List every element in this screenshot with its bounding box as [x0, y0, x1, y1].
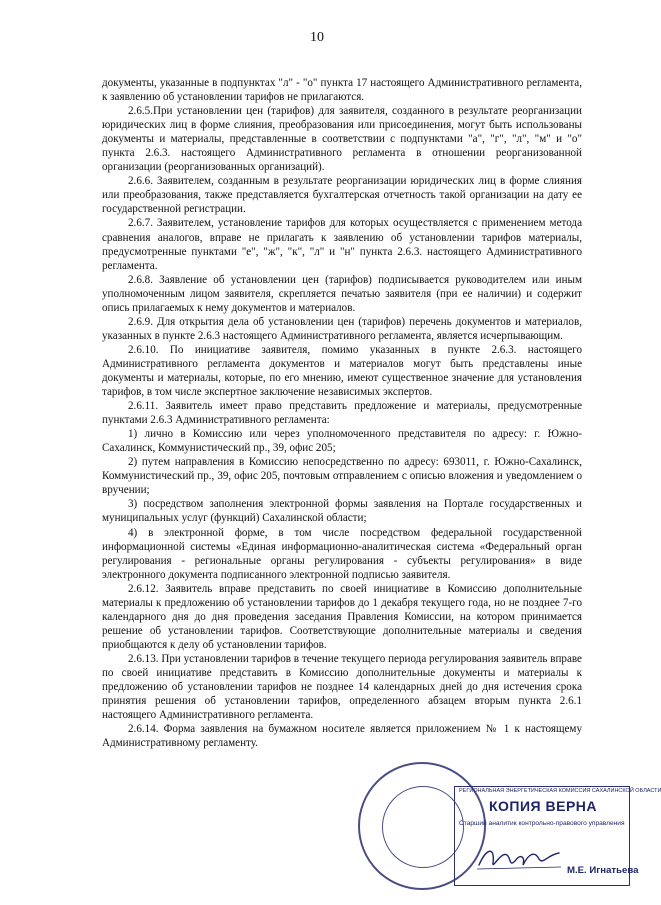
- list-item-3: 3) посредством заполнения электронной формы заявления на Портале государственных и муниципальных услуг (функций) Сахалинской области;: [102, 498, 582, 525]
- paragraph-2-6-11: 2.6.11. Заявитель имеет право представить предложение и материалы, предусмотренные пунктами 2.6.3 Административного регламента:: [102, 400, 582, 427]
- stamp-position: Старший аналитик контрольно-правового управления: [459, 820, 625, 827]
- paragraph-2-6-6: 2.6.6. Заявителем, созданным в результате реорганизации юридических лиц в форме слияния или преобразования, также представляется бухгалтерская отчетность такой организации на дату ее государственной регистрации.: [102, 175, 582, 216]
- paragraph-continuation: документы, указанные в подпунктах "л" - "о" пункта 17 настоящего Административного регламента, к заявлению об установлении тарифов не прилагаются.: [102, 77, 582, 104]
- page-number: 10: [310, 30, 324, 45]
- paragraph-2-6-8: 2.6.8. Заявление об установлении цен (тарифов) подписывается руководителем или иным уполномоченным лицом заявителя, скрепляется печатью заявителя (при ее наличии) и содержит опись прилагаемых к нему документов и материалов.: [102, 273, 582, 314]
- certification-stamp: [356, 762, 661, 892]
- stamp-organization: РЕГИОНАЛЬНАЯ ЭНЕРГЕТИЧЕСКАЯ КОМИССИЯ САХАЛИНСКОЙ ОБЛАСТИ: [459, 788, 661, 794]
- stamp-heading: КОПИЯ ВЕРНА: [488, 798, 598, 814]
- paragraph-2-6-13: 2.6.13. При установлении тарифов в течение текущего периода регулирования заявитель вправе по своей инициативе представить в Комиссию дополнительные документы и материалы к предложению об установлении тарифов не позднее 14 календарных дней до дня истечения срока принятия решения об установлении тарифов, определенного абзацем вторым пункта 2.6.1 настоящего Административного регламента.: [102, 652, 582, 722]
- paragraph-2-6-12: 2.6.12. Заявитель вправе представить по своей инициативе в Комиссию дополнительные материалы к предложению об установлении тарифов до 1 декабря текущего года, но не позднее 7-го календарного дня до дня проведения заседания Правления Комиссии, на котором принимается решение об установлении тарифов. Соответствующие дополнительные материалы и сведения приобщаются к делу об установлении тарифов.: [102, 582, 582, 651]
- paragraph-2-6-5: 2.6.5.При установлении цен (тарифов) для заявителя, созданного в результате реорганизации юридических лиц в форме слияния, преобразования или присоединения, могут быть использованы документы и материалы, представленные в соответствии с подпунктами "а", "г", "л", "м" и "о" пункта 2.6.3. настоящего Административного регламента в отношении реорганизованной организации (реорганизованных организаций).: [102, 105, 582, 174]
- paragraph-2-6-10: 2.6.10. По инициативе заявителя, помимо указанных в пункте 2.6.3. настоящего Административного регламента документов и материалов могут быть представлены иные документы и материалы, которые, по его мнению, имеют существенное значение для установления тарифов, в том числе экспертное заключение независимых экспертов.: [102, 343, 582, 399]
- round-seal-inner-ring: [382, 786, 464, 868]
- paragraph-2-6-7: 2.6.7. Заявителем, установление тарифов для которых осуществляется с применением метода сравнения аналогов, вправе не прилагать к заявлению об установлении тарифов материалы, предусмотренные пунктами "е", "ж", "к", "л" и "н" пункта 2.6.3. настоящего Административного регламента.: [102, 217, 582, 272]
- paragraph-2-6-14: 2.6.14. Форма заявления на бумажном носителе является приложением № 1 к настоящему Административному регламенту.: [102, 723, 582, 750]
- paragraph-2-6-9: 2.6.9. Для открытия дела об установлении цен (тарифов) перечень документов и материалов, указанных в пункте 2.6.3 настоящего Административного регламента, является исчерпывающим.: [102, 315, 582, 342]
- list-item-2: 2) путем направления в Комиссию непосредственно по адресу: 693011, г. Южно-Сахалинск, Коммунистический пр., 39, офис 205, почтовым отправлением с описью вложения и уведомлением о вручении;: [102, 456, 582, 497]
- list-item-4: 4) в электронной форме, в том числе посредством федеральной государственной информационной системы «Единая информационно-аналитическая система «Федеральный орган регулирования - региональные органы регулирования - субъекты регулирования» в виде электронного документа подписанного электронной подписью заявителя.: [102, 526, 582, 581]
- list-item-1: 1) лично в Комиссию или через уполномоченного представителя по адресу: г. Южно-Сахалинск, Коммунистический пр., 39, офис 205;: [102, 428, 582, 455]
- signature-icon: [475, 843, 563, 873]
- signatory-name: М.Е. Игнатьева: [567, 865, 639, 876]
- document-body: [102, 76, 582, 750]
- copy-certified-stamp: [454, 786, 661, 886]
